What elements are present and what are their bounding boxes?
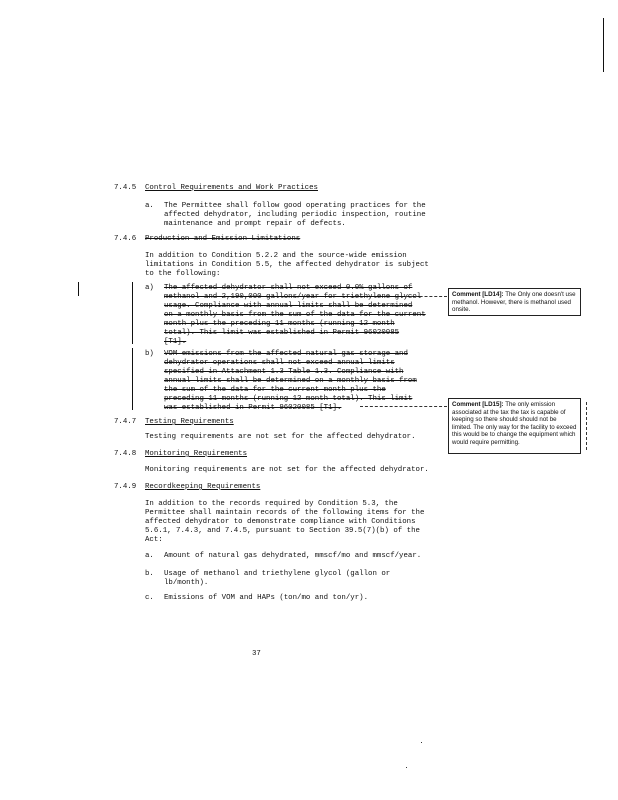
intro-749-line-3: affected dehydrator to demonstrate compliance with Conditions xyxy=(145,518,416,526)
intro-746-line-1: In addition to Condition 5.2.2 and the source-wide emission xyxy=(145,252,407,260)
comment-1-text: The Only one doesn't use methanol. However, there is methanol used onsite. xyxy=(452,291,576,314)
review-comment-1 xyxy=(448,288,581,316)
section-title-7-4-5: Control Requirements and Work Practices xyxy=(145,184,318,192)
record-c-line-1: Emissions of VOM and HAPs (ton/mo and ton/yr). xyxy=(164,594,369,602)
intro-749-line-2: Permittee shall maintain records of the following items for the xyxy=(145,509,425,517)
comment-1-label: Comment [LD14]: xyxy=(452,291,504,298)
record-letter-a: a. xyxy=(145,552,154,560)
item-746b-line-4: annual limits shall be determined on a monthly basis from xyxy=(164,377,417,385)
section-number-7-4-9: 7.4.9 xyxy=(114,483,137,491)
item-746b-line-6: preceding 11 months (running 12 month total). This limit xyxy=(164,395,413,403)
comment-2-text: The only emission associated at the tax the tax is capable of keeping so there should should not be limited. The only way for the facility to exceed this would be to change the equipment which would require permitting. xyxy=(452,401,577,446)
item-745a-line-2: affected dehydrator, including periodic inspection, routine xyxy=(164,211,426,219)
item-letter-746b: b) xyxy=(145,350,154,358)
section-number-7-4-8: 7.4.8 xyxy=(114,450,137,458)
change-bar xyxy=(132,348,133,410)
item-746a-line-4: on a monthly basis from the sum of the data for the current xyxy=(164,311,426,319)
item-746b-line-5: the sum of the data for the current month plus the xyxy=(164,386,386,394)
text-7-4-7: Testing requirements are not set for the affected dehydrator. xyxy=(145,433,416,441)
page-edge-line xyxy=(603,18,604,72)
item-746b-line-3: specified in Attachment 1.3 Table 1.3. Compliance with xyxy=(164,368,404,376)
item-746a-line-7: [T1]. xyxy=(164,338,187,346)
item-745a-line-3: maintenance and prompt repair of defects. xyxy=(164,220,346,228)
item-745a-line-1: The Permittee shall follow good operating practices for the xyxy=(164,202,426,210)
comment-connector xyxy=(360,406,447,407)
comment-2-label: Comment [LD15]: xyxy=(452,401,504,408)
section-number-7-4-5: 7.4.5 xyxy=(114,184,137,192)
item-letter-746a: a) xyxy=(145,284,154,292)
comment-connector xyxy=(405,296,447,297)
intro-746-line-2: limitations in Condition 5.5, the affected dehydrator is subject xyxy=(145,261,429,269)
comment-margin-marker xyxy=(586,402,587,450)
item-letter-745a: a. xyxy=(145,202,154,210)
change-bar xyxy=(78,282,79,296)
item-746b-line-7: was established in Permit 96020085 [T1]. xyxy=(164,404,342,412)
intro-749-line-1: In addition to the records required by Condition 5.3, the xyxy=(145,500,398,508)
section-title-7-4-7: Testing Requirements xyxy=(145,418,234,426)
record-a-line-1: Amount of natural gas dehydrated, mmscf/mo and mmscf/year. xyxy=(164,552,422,560)
record-letter-c: c. xyxy=(145,594,154,602)
section-title-7-4-9: Recordkeeping Requirements xyxy=(145,483,261,491)
change-bar xyxy=(132,282,133,344)
scan-speck xyxy=(421,742,422,743)
intro-746-line-3: to the following: xyxy=(145,270,221,278)
scan-speck xyxy=(406,767,407,768)
review-comment-2 xyxy=(448,398,581,454)
item-746a-line-2: methanol and 2,190,000 gallons/year for triethylene glycol xyxy=(164,293,422,301)
item-746b-line-1: VOM emissions from the affected natural gas storage and xyxy=(164,350,408,358)
text-7-4-8: Monitoring requirements are not set for the affected dehydrator. xyxy=(145,466,429,474)
section-number-7-4-6: 7.4.6 xyxy=(114,235,137,243)
section-number-7-4-7: 7.4.7 xyxy=(114,418,137,426)
record-b-line-1: Usage of methanol and triethylene glycol (gallon or xyxy=(164,570,391,578)
page-number: 37 xyxy=(252,650,261,658)
item-746a-line-3: usage. Compliance with annual limits shall be determined xyxy=(164,302,413,310)
record-letter-b: b. xyxy=(145,570,154,578)
item-746a-line-6: total). This limit was established in Permit 96020085 xyxy=(164,329,400,337)
section-title-7-4-8: Monitoring Requirements xyxy=(145,450,248,458)
item-746a-line-1: The affected dehydrator shall not exceed 0.0% gallons of xyxy=(164,284,413,292)
intro-749-line-4: 5.6.1, 7.4.3, and 7.4.5, pursuant to Section 39.5(7)(b) of the xyxy=(145,527,420,535)
intro-749-line-5: Act: xyxy=(145,536,163,544)
item-746a-line-5: month plus the preceding 11 months (running 12 month xyxy=(164,320,395,328)
section-title-7-4-6: Production and Emission Limitations xyxy=(145,235,301,243)
item-746b-line-2: dehydrator operations shall not exceed annual limits xyxy=(164,359,395,367)
record-b-line-2: lb/month). xyxy=(164,579,209,587)
